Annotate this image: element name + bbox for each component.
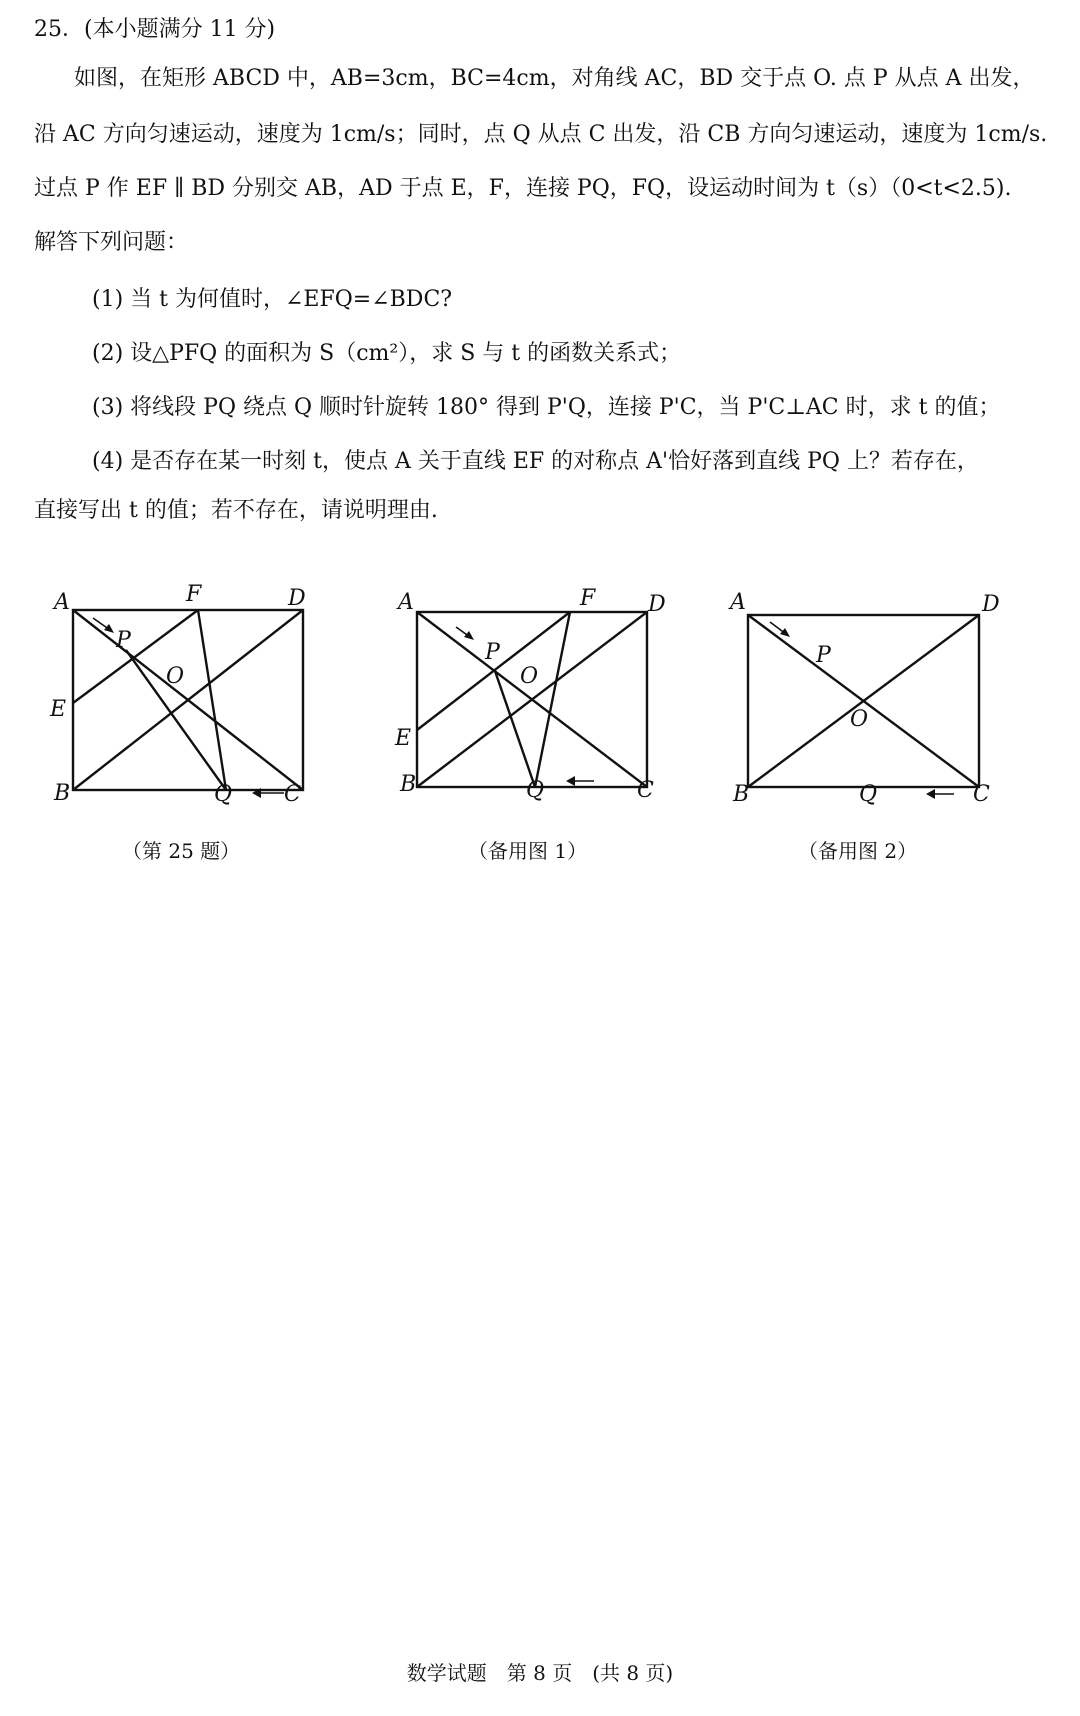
subquestion-2: (2) 设△PFQ 的面积为 S（cm²），求 S 与 t 的函数关系式； [92, 341, 682, 366]
label-o: O [520, 664, 539, 689]
figure-spare-2-caption: （备用图 2） [798, 839, 918, 863]
arrowhead-q [926, 789, 935, 799]
figure-spare-2 [724, 585, 1024, 825]
label-e: E [395, 726, 412, 751]
arrowhead-p [780, 628, 790, 637]
figure-spare-1-diagram [392, 585, 692, 825]
label-q: Q [526, 778, 545, 803]
figure-spare-2-diagram [724, 585, 1024, 825]
subquestion-1: (1) 当 t 为何值时，∠EFQ=∠BDC? [92, 287, 453, 312]
problem-line-2: 沿 AC 方向匀速运动，速度为 1cm/s；同时，点 Q 从点 C 出发，沿 CB 方向匀速运动，速度为 1cm/s. [34, 122, 1048, 147]
label-o: O [166, 664, 185, 689]
label-d: D [982, 592, 1000, 617]
problem-line-3: 过点 P 作 EF ∥ BD 分别交 AB，AD 于点 E，F，连接 PQ，FQ，设运动时间为 t（s）（0<t<2.5). [34, 176, 1012, 201]
label-b: B [54, 781, 71, 806]
label-p: P [816, 643, 831, 668]
label-c: C [637, 778, 654, 803]
label-p: P [116, 628, 131, 653]
label-d: D [288, 586, 306, 611]
figure-spare-1 [392, 585, 692, 825]
subquestion-4-continued: 直接写出 t 的值；若不存在，请说明理由. [34, 498, 438, 523]
label-p: P [485, 640, 500, 665]
arrowhead-q [566, 776, 575, 786]
subquestion-3: (3) 将线段 PQ 绕点 Q 顺时针旋转 180° 得到 P'Q，连接 P'C，当 P'C⊥AC 时，求 t 的值； [92, 395, 1001, 420]
subquestion-4: (4) 是否存在某一时刻 t，使点 A 关于直线 EF 的对称点 A'恰好落到直线 PQ 上？若存在， [92, 449, 979, 474]
problem-line-4: 解答下列问题： [34, 230, 189, 255]
segment-fq [535, 612, 570, 787]
label-d: D [648, 592, 666, 617]
figure-main [48, 582, 348, 825]
arrowhead-p [464, 631, 474, 640]
label-b: B [733, 782, 750, 807]
label-o: O [850, 707, 869, 732]
label-b: B [400, 772, 417, 797]
segment-fq [198, 610, 226, 790]
label-c: C [973, 782, 990, 807]
label-q: Q [214, 782, 233, 807]
label-a: A [54, 590, 70, 615]
figure-spare-1-caption: （备用图 1） [468, 839, 588, 863]
page-footer: 数学试题 第 8 页 (共 8 页) [406, 1661, 674, 1685]
label-c: C [284, 782, 301, 807]
arrowhead-p [104, 624, 114, 633]
label-a: A [730, 590, 746, 615]
label-f: F [580, 586, 596, 611]
label-q: Q [859, 782, 878, 807]
label-e: E [50, 697, 67, 722]
figure-main-caption: （第 25 题） [122, 839, 241, 863]
figure-main-diagram [48, 582, 348, 825]
problem-heading: 25．(本小题满分 11 分) [34, 17, 276, 42]
label-a: A [398, 590, 414, 615]
problem-line-1: 如图，在矩形 ABCD 中，AB=3cm，BC=4cm，对角线 AC，BD 交于点 O. 点 P 从点 A 出发， [74, 66, 1035, 91]
label-f: F [186, 582, 202, 607]
